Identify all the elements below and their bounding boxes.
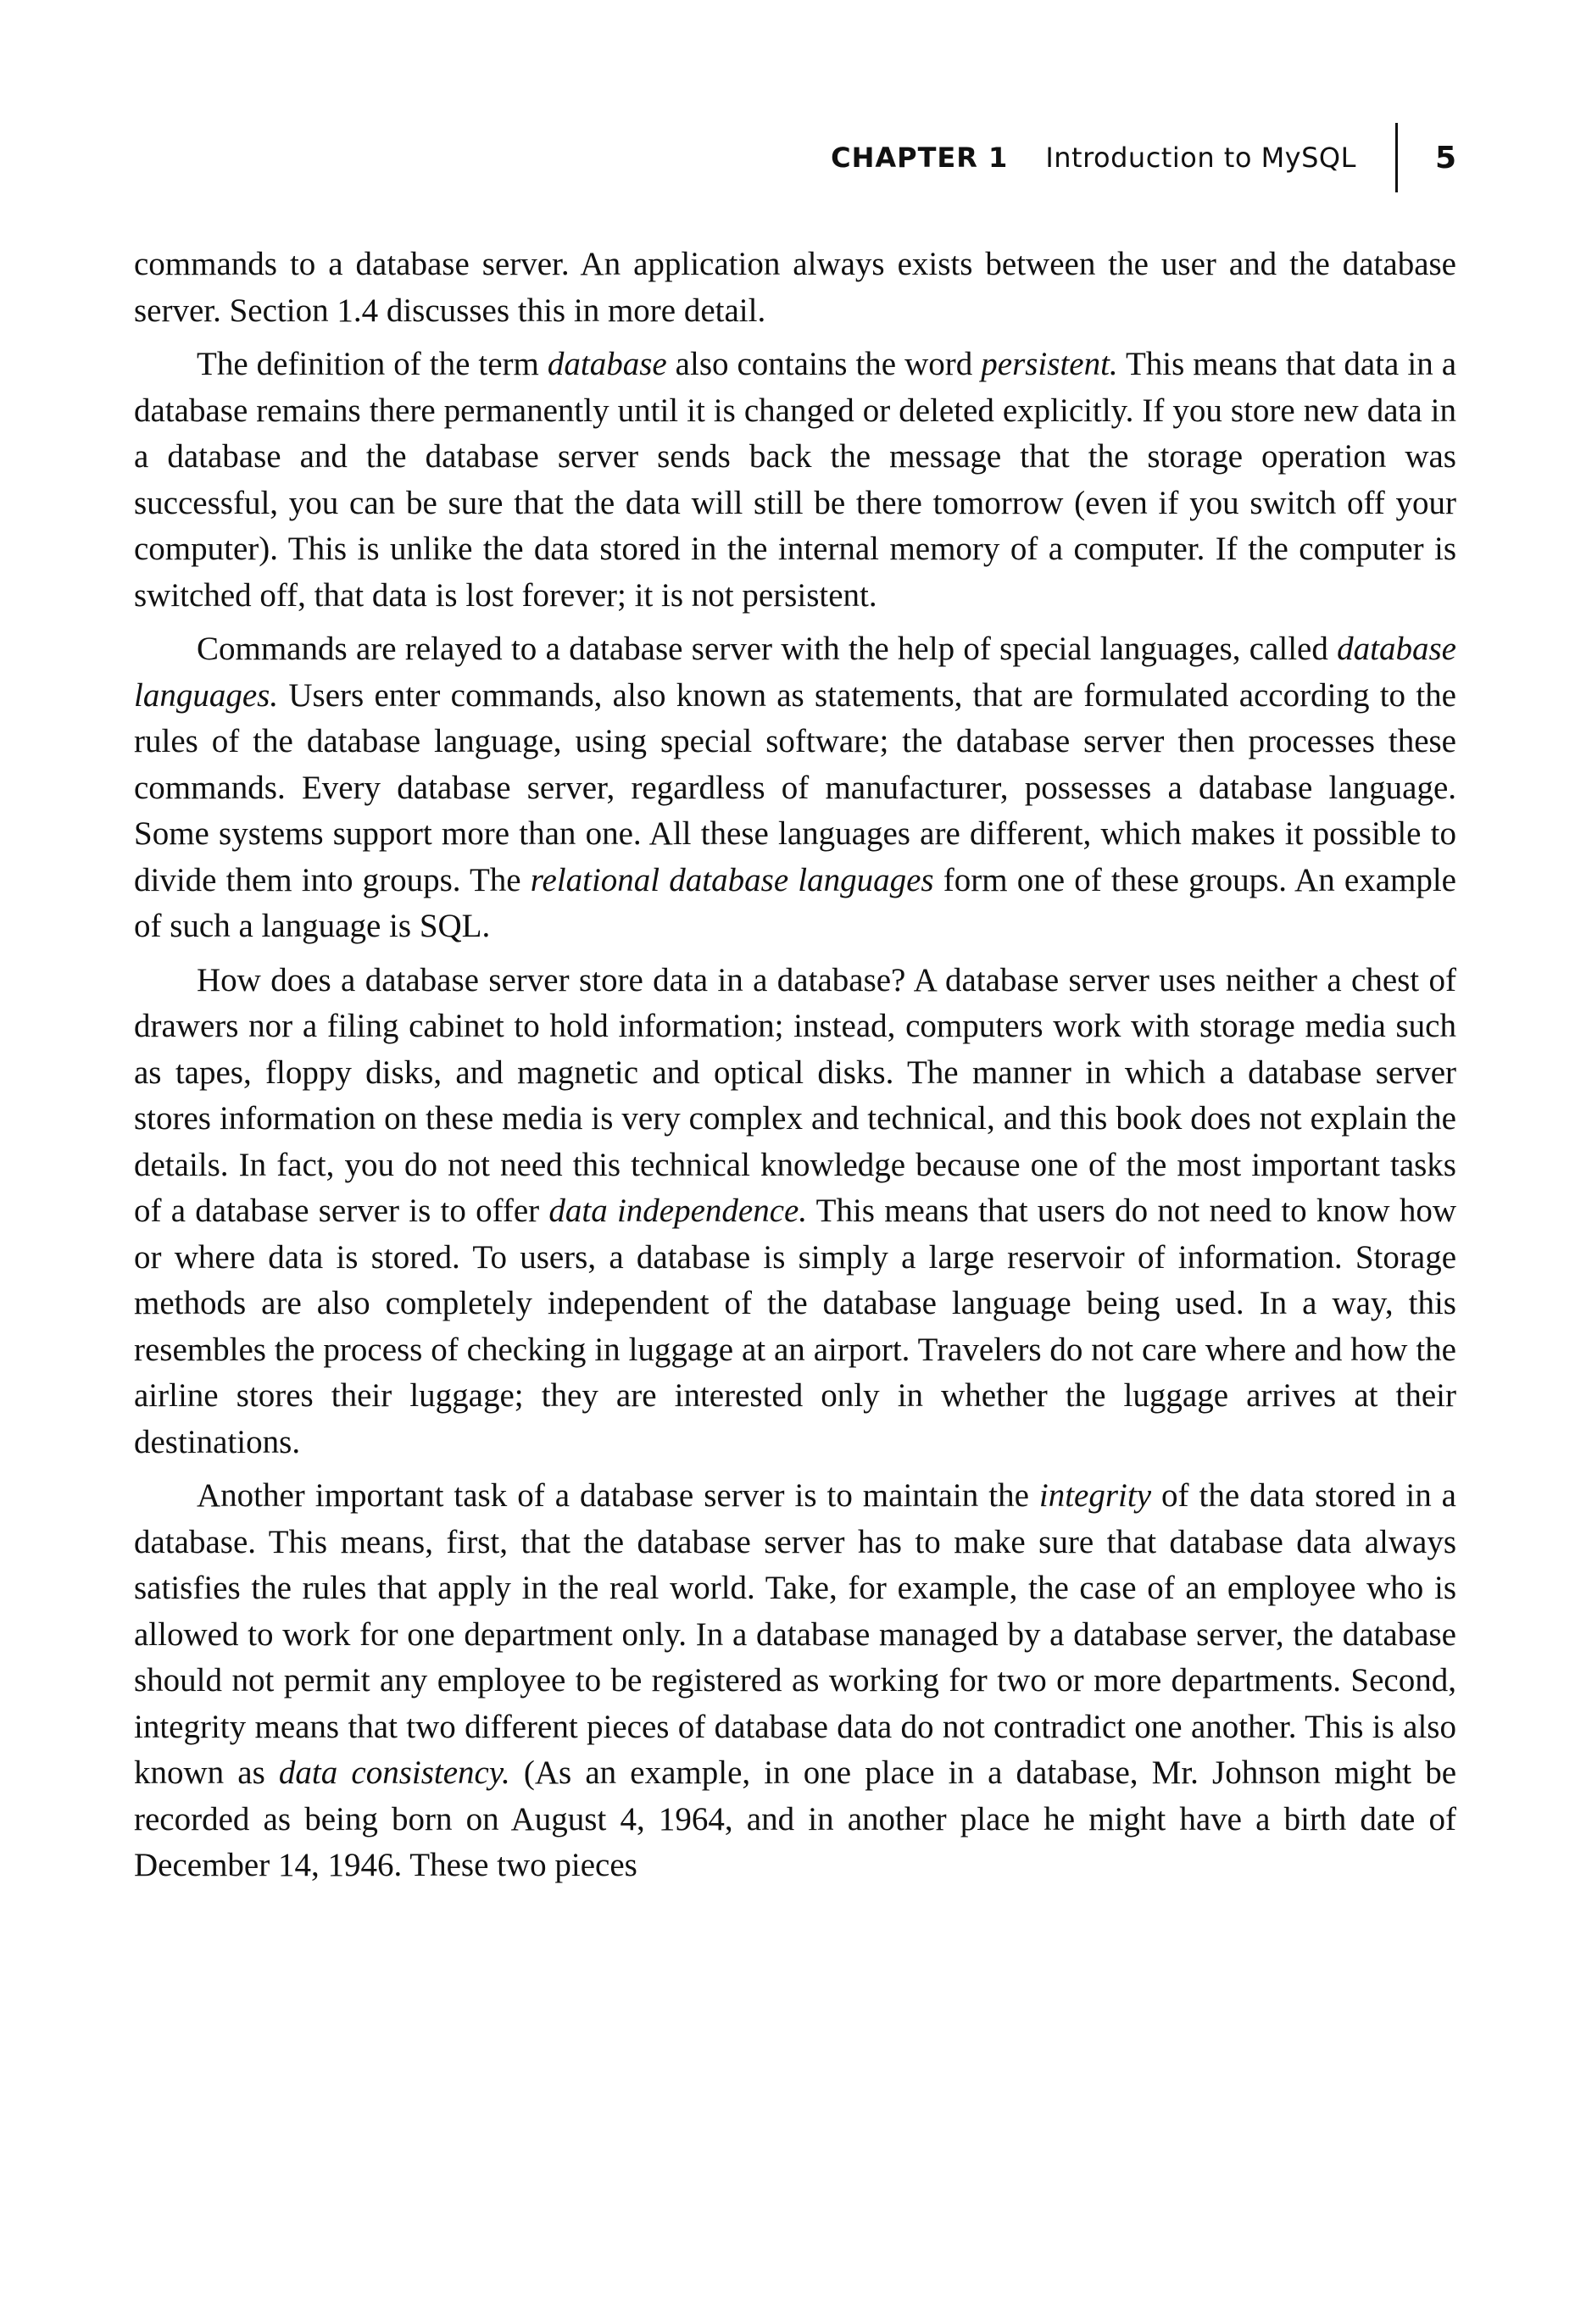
header-divider [1395,123,1398,192]
chapter-label: CHAPTER 1 [831,142,1009,174]
emphasis-term: persistent. [981,346,1118,382]
emphasis-term: database [547,346,667,382]
emphasis-term: integrity [1038,1477,1152,1514]
running-head [831,127,1456,188]
paragraph [134,1473,1456,1889]
emphasis-term: data independence. [548,1193,808,1229]
emphasis-term: database languages. [134,631,1456,714]
text-run: commands to a database server. An application always exists between the user and the database server. Section 1.4 discusses this in more detail. [134,246,1456,329]
page-number: 5 [1434,140,1456,175]
text-run: of the data stored in a database. This means, first, that the database server has to make sure that database data always satisfies the rules that apply in the real world. Take, for example, the case of an employee who is allowed to work for one department only. In a database managed by a database server, the database should not permit any employee to be registered as working for two or more departments. Second, integrity means that two different pieces of database data do not contradict one another. This is also known as [134,1477,1456,1791]
text-run: form one of these groups. An example of such a language is SQL. [134,861,1456,944]
text-run: (As an example, in one place in a database, Mr. Johnson might be recorded as being born on August 4, 1964, and in another place he might have a birth date of December 14, 1946. These two pieces [134,1754,1457,1883]
text-run: This means that data in a database remains there permanently until it is changed or deleted explicitly. If you store new data in a database and the database server sends back the message that the storage operation was successful, you can be sure that the data will still be there tomorrow (even if you switch off your computer). This is unlike the data stored in the internal memory of a computer. If the computer is switched off, that data is lost forever; it is not persistent. [134,346,1457,614]
paragraph [134,626,1456,950]
text-run: This means that users do not need to know how or where data is stored. To users, a database is simply a large reservoir of information. Storage methods are also completely independent of the database language being used. In a way, this resembles the process of checking in luggage at an airport. Travelers do not care where and how the airline stores their luggage; they are interested only in whether the luggage arrives at their destinations. [134,1193,1456,1460]
emphasis-term: data consistency. [278,1754,510,1791]
text-run: The definition of the term [197,346,548,382]
paragraph [134,342,1456,619]
chapter-title: Introduction to MySQL [1045,142,1356,174]
text-run: Commands are relayed to a database server with the help of special languages, called [197,631,1338,667]
text-run: Users enter commands, also known as statements, that are formulated according to the rules of the database language, using special software; the database server then processes these commands. Every database server, regardless of manufacturer, possesses a database language. Some systems support more than one. All these languages are different, which makes it possible to divide them into groups. The [134,676,1456,898]
paragraph [134,958,1456,1466]
text-run: Another important task of a database server is to maintain the [197,1477,1039,1514]
text-run: also contains the word [666,346,982,382]
paragraph [134,242,1456,334]
body-text [134,242,1456,1897]
text-run: How does a database server store data in a database? A database server uses neither a chest of drawers nor a filing cabinet to hold information; instead, computers work with storage media such as tapes, floppy disks, and magnetic and optical disks. The manner in which a database server stores information on these media is very complex and technical, and this book does not explain the details. In fact, you do not need this technical knowledge because one of the most important tasks of a database server is to offer [134,961,1456,1229]
emphasis-term: relational database languages [530,861,934,898]
